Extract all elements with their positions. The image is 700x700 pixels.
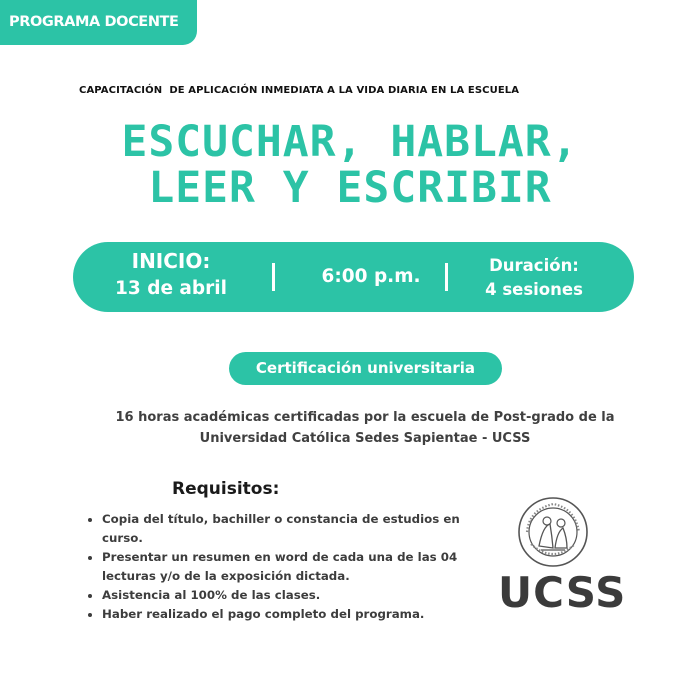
program-badge: PROGRAMA DOCENTE: [0, 0, 197, 45]
requirement-item: • Haber realizado el pago completo del programa.: [102, 605, 462, 624]
certification-badge: Certificación universitaria: [229, 352, 502, 385]
duration-label: Duración:: [489, 256, 579, 275]
requirement-item: • Presentar un resumen en word de cada una de las 04 lecturas y/o de la exposición dictada.: [102, 548, 462, 586]
title-line-1: ESCUCHAR, HABLAR,: [121, 117, 579, 167]
duration-value: 4 sesiones: [485, 280, 583, 299]
start-info: [113, 248, 229, 302]
separator-1: [272, 263, 275, 291]
duration-info: [475, 254, 593, 302]
title-line-2: LEER Y ESCRIBIR: [148, 163, 552, 213]
start-label: INICIO:: [131, 249, 211, 273]
info-pill: [73, 242, 634, 312]
start-date: 13 de abril: [115, 278, 227, 299]
requirements-list: [86, 510, 462, 624]
requirements-title: Requisitos:: [172, 479, 280, 499]
certification-line-1: 16 horas académicas certificadas por la escuela de Post-grado de la: [115, 410, 615, 425]
ucss-wordmark: UCSS: [498, 568, 627, 617]
kicker-text: CAPACITACIÓN DE APLICACIÓN INMEDIATA A LA VIDA DIARIA EN LA ESCUELA: [79, 85, 520, 96]
ucss-seal-logo: [517, 496, 589, 568]
time-value: 6:00 p.m.: [321, 266, 421, 287]
separator-2: [445, 263, 448, 291]
requirement-item: • Asistencia al 100% de las clases.: [102, 586, 462, 605]
certification-line-2: Universidad Católica Sedes Sapientae - UCSS: [199, 431, 531, 446]
requirement-item: • Copia del título, bachiller o constancia de estudios en curso.: [102, 510, 462, 548]
